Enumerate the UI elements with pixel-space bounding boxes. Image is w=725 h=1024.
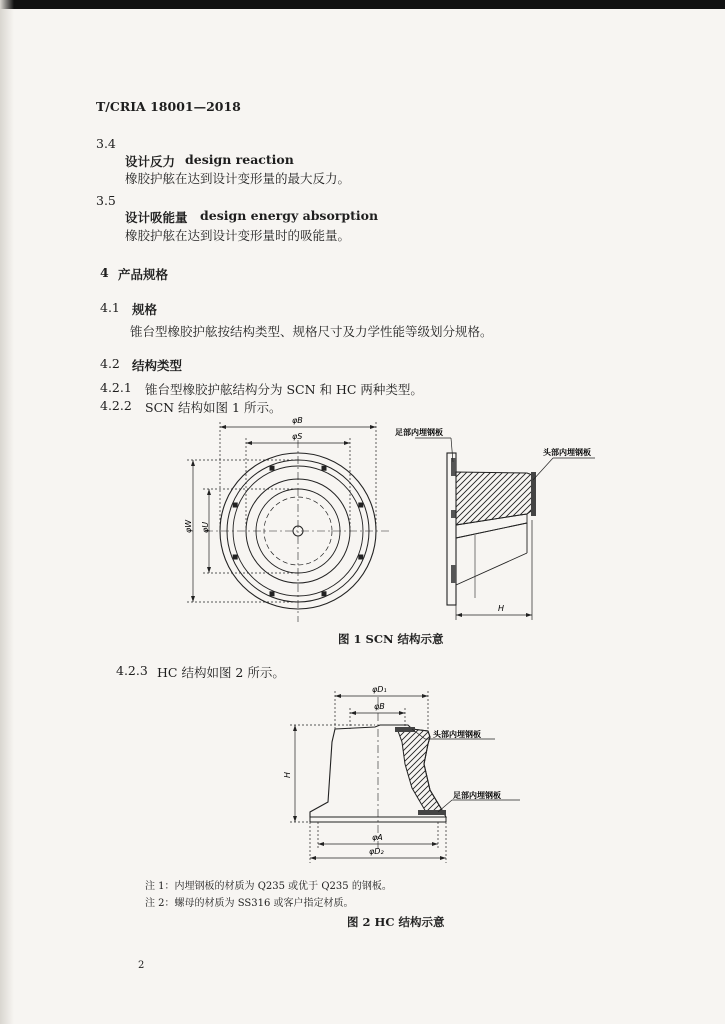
page-number: 2 bbox=[138, 960, 145, 971]
term-en-3-4: design reaction bbox=[185, 152, 294, 167]
section-number-4-2-2: 4.2.2 bbox=[100, 398, 132, 413]
label-phi-b: φB bbox=[292, 416, 303, 425]
section-number-3-4: 3.4 bbox=[96, 136, 116, 151]
figure-2-drawing bbox=[280, 682, 540, 867]
scn-plan-view bbox=[205, 440, 391, 622]
term-cn-3-5: 设计吸能量 bbox=[125, 210, 188, 225]
label-phi-w: φW bbox=[184, 519, 193, 533]
hc-section-view bbox=[310, 697, 446, 852]
bolt-hole bbox=[233, 555, 238, 560]
section-body-4-1: 锥台型橡胶护舷按结构类型、规格尺寸及力学性能等级划分规格。 bbox=[130, 324, 493, 339]
dimension-arrows bbox=[191, 425, 376, 602]
label-head-plate: 头部内埋钢板 bbox=[543, 448, 591, 457]
section-title-4-1: 规格 bbox=[132, 302, 158, 317]
definition-3-5: 橡胶护舷在达到设计变形量时的吸能量。 bbox=[125, 228, 351, 243]
scan-top-edge bbox=[0, 0, 725, 9]
label-phi-d1: φD₁ bbox=[372, 685, 387, 694]
bolt-hole bbox=[270, 466, 275, 471]
label-h-hc: H bbox=[283, 771, 292, 778]
figure-1-caption: 图 1 SCN 结构示意 bbox=[338, 632, 444, 646]
plan-dimensions bbox=[187, 422, 376, 602]
label-phi-u: φU bbox=[201, 521, 210, 533]
section-body-4-2-3: HC 结构如图 2 所示。 bbox=[157, 665, 285, 680]
section-number-4-2: 4.2 bbox=[100, 356, 120, 371]
definition-3-4: 橡胶护舷在达到设计变形量的最大反力。 bbox=[125, 171, 351, 186]
section-number-3-5: 3.5 bbox=[96, 193, 116, 208]
section-body-4-2-2: SCN 结构如图 1 所示。 bbox=[145, 400, 282, 415]
label-foot-plate-hc: 足部内埋钢板 bbox=[453, 791, 501, 800]
label-phi-b-hc: φB bbox=[374, 702, 385, 711]
section-body-4-2-1: 锥台型橡胶护舷结构分为 SCN 和 HC 两种类型。 bbox=[145, 382, 423, 397]
bolt-hole bbox=[358, 503, 363, 508]
section-number-4-2-1: 4.2.1 bbox=[100, 380, 132, 395]
label-phi-d2: φD₂ bbox=[369, 847, 384, 856]
bolt-hole bbox=[358, 555, 363, 560]
side-dimensions bbox=[415, 438, 595, 620]
label-foot-plate: 足部内埋钢板 bbox=[395, 428, 443, 437]
scan-left-shadow bbox=[0, 0, 14, 1024]
term-cn-3-4: 设计反力 bbox=[125, 154, 176, 169]
standard-code: T/CRIA 18001—2018 bbox=[96, 99, 241, 114]
bolt-hole bbox=[233, 503, 238, 508]
label-phi-s: φS bbox=[292, 432, 303, 441]
label-phi-a: φA bbox=[372, 833, 383, 842]
section-number-4-1: 4.1 bbox=[100, 300, 120, 315]
figure-2-caption: 图 2 HC 结构示意 bbox=[347, 915, 445, 929]
hc-dimensions bbox=[290, 691, 520, 863]
figure-1-drawing bbox=[175, 410, 620, 625]
label-h-side: H bbox=[498, 604, 505, 613]
note-2: 注 2：螺母的材质为 SS316 或客户指定材质。 bbox=[145, 898, 354, 909]
bolt-hole bbox=[322, 466, 327, 471]
term-en-3-5: design energy absorption bbox=[200, 208, 379, 223]
section-title-4: 产品规格 bbox=[118, 267, 169, 282]
section-number-4-2-3: 4.2.3 bbox=[116, 663, 148, 678]
scn-side-view bbox=[447, 453, 536, 605]
section-number-4: 4 bbox=[100, 265, 109, 280]
label-head-plate-hc: 头部内埋钢板 bbox=[433, 730, 481, 739]
bolt-hole bbox=[270, 591, 275, 596]
bolt-hole bbox=[322, 591, 327, 596]
section-title-4-2: 结构类型 bbox=[132, 358, 183, 373]
note-1: 注 1：内埋钢板的材质为 Q235 或优于 Q235 的钢板。 bbox=[145, 881, 392, 892]
